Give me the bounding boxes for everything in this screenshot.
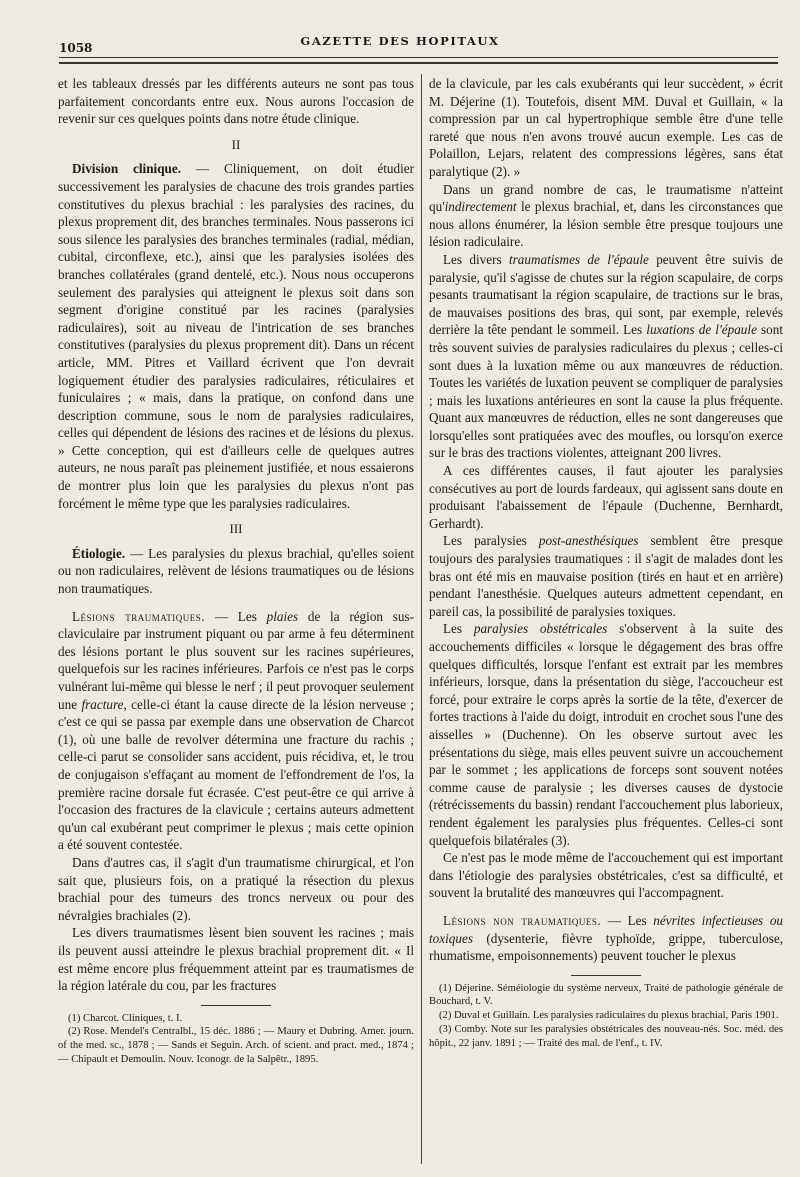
paragraph: Dans d'autres cas, il s'agit d'un traumatisme chirurgical, et l'on sait que, plusieurs fois, on a pratiqué la résection du plexus brachial pour des tumeurs des troncs nerveux ou pour des névralgies brachiales (2).: [58, 854, 414, 923]
paragraph-heading: Lésions non traumatiques.: [443, 912, 602, 928]
paragraph: A ces différentes causes, il faut ajouter les paralysies consécutives au port de lourds fardeaux, qui agissent sans doute en produisant l'abaissement de l'épaule (Duchenne, Bernhardt, Gerhardt).: [429, 463, 783, 531]
paragraph: Lésions non traumatiques. — Les névrites infectieuses ou toxiques (dysenterie, fièvre typhoïde, grippe, tuberculose, rhumatisme, empoisonnements) peuvent toucher le plexus: [429, 912, 783, 964]
header-rule: [59, 57, 778, 58]
header-rule-double: [59, 62, 778, 64]
paragraph-heading: Division clinique.: [72, 161, 182, 177]
footnote: (2) Duval et Guillain. Les paralysies radiculaires du plexus brachial, Paris 1901.: [439, 1010, 779, 1022]
paragraph: Lésions traumatiques. — Les plaies de la région sus-claviculaire par instrument piquant ou par arme à feu déterminent des lésions portant le plus souvent sur les racines supérieures, quelquefois sur les racines inférieures. Parfois ce n'est pas le corps vulnérant lui-même qui blesse le nerf ; il peut provoquer seulement une fracture, celle-ci étant la cause directe de la lésion nerveuse ; c'est ce qui se passa par exemple dans une observation de Charcot (1), où une balle de revolver détermina une fracture du rachis ; celle-ci parut se consolider sans accident, puis récidiva, et, le trou de conjugaison s'effaçant au moment de l'effondrement de l'os, la première racine dorsale fut écrasée. C'est peut-être ce qui arrive à l'occasion des fractures de la clavicule ; certains auteurs admettent qu'un cal exubérant peut comprimer le plexus ; mais cette opinion a été souvent contestée.: [58, 608, 414, 853]
paragraph: et les tableaux dressés par les différents auteurs ne sont pas tous parfaitement concordants entre eux. Nous aurons l'occasion de revenir sur ces quelques points dans notre étude clinique.: [58, 76, 414, 127]
footnote: (1) Déjerine. Séméiologie du système nerveux, Traité de pathologie générale de Bouchard, t. V.: [429, 982, 783, 1008]
paragraph-heading: Étiologie.: [72, 545, 126, 561]
paragraph: de la clavicule, par les cals exubérants qui leur succèdent, » écrit M. Déjerine (1). Toutefois, disent MM. Duval et Guillain, « la compression par un cal hypertrophique semble être d'une telle rareté que nous n'en avons trouvé aucun exemple. Les cas de Polaillon, Lejars, relatent des compressions légères, sans état paralytique (2). »: [429, 76, 783, 179]
paragraph: Les paralysies obstétricales s'observent à la suite des accouchements difficiles « lorsque le dégagement des bras offre quelques difficultés, lorsque l'enfant est extrait par les membres inférieurs, lorsque, dans la présentation du siège, l'accoucheur est forcé, pour extraire le corps après la sortie de la tête, d'exercer de fortes tractions à l'aide du doigt, introduit en crochet sous l'une des aisselles » (Duchenne). On les observe surtout avec les présentations du siège, mais elles peuvent suivre un accouchement par le sommet ; les applications de forceps sont souvent notées comme cause de paralysie ; les diverses causes de dystocie (rétrécissements du bassin) rendant l'accouchement plus laborieux, rendent également les paralysies plus fréquentes. Celles-ci sont quelquefois bilatérales (3).: [429, 621, 783, 848]
footnote: (1) Charcot. Cliniques, t. I.: [68, 1012, 183, 1024]
section-number: III: [229, 521, 243, 537]
paragraph: Étiologie. — Les paralysies du plexus brachial, qu'elles soient ou non radiculaires, relèvent de lésions traumatiques ou de lésions non traumatiques.: [58, 545, 414, 597]
left-column: [58, 75, 414, 1155]
paragraph: Les divers traumatismes lèsent bien souvent les racines ; mais ils peuvent aussi atteindre le plexus brachial proprement dit. « Il est même encore plus fréquemment atteint par es traumatismes de la région latérale du cou, par les fractures: [58, 925, 414, 994]
column-divider: [421, 74, 422, 1164]
paragraph: Les divers traumatismes de l'épaule peuvent être suivis de paralysie, qu'il s'agisse de chutes sur la région scapulaire, de corps pesants traumatisant la région scapulaire, de tractions sur le bras, de mauvaises positions des bras, qui sont, par exemple, relevés derrière la tête pendant le sommeil. Les luxations de l'épaule sont très souvent suivies de paralysies radiculaires du plexus ; celles-ci sont dues à la luxation même ou aux manœuvres de réduction. Toutes les variétés de luxation peuvent se compliquer de paralysies ; mais les luxations antérieures en sont la cause la plus fréquente. Quant aux manœuvres de réduction, elles ne sont dangereuses que lorsqu'elles sont pratiquées avec des moufles, ou lorsqu'on exerce sur le bras des tractions violentes, atteignant 200 livres.: [429, 251, 783, 461]
paragraph-heading: Lésions traumatiques.: [72, 608, 206, 624]
footnote: (3) Comby. Note sur les paralysies obstétricales des nouveau-nés. Soc. méd. des hôpit., 22 janv. 1891 ; — Traité des mal. de l'enf., t. IV.: [429, 1024, 783, 1049]
running-title: GAZETTE DES HOPITAUX: [300, 34, 500, 48]
right-column: [429, 75, 783, 1155]
footnote-rule: [571, 975, 641, 976]
footnotes: [429, 982, 783, 1051]
paragraph: Les paralysies post-anesthésiques semblent être presque toujours des paralysies traumatiques : il s'agit de malades dont les bras ont été mis en mauvaise position (tirés en haut et en arrière) pendant l'anesthésie. Quelques auteurs admettent cependant, en pareil cas, la possibilité de paralysies toxiques.: [429, 533, 783, 619]
footnote: (2) Rose. Mendel's Centralbl., 15 déc. 1886 ; — Maury et Dubring. Amer. journ. of the med. sc., 1878 ; — Sands et Seguin. Arch. of scient. and pract. med., 1874 ; — Chipault et Demoulin. Nouv. Iconogr. de la Salpêtr., 1895.: [58, 1026, 414, 1066]
paragraph: Dans un grand nombre de cas, le traumatisme n'atteint qu'indirectement le plexus brachial, et, dans les circonstances que nous allons énumérer, la lésion semble être presque toujours une lésion radiculaire.: [429, 181, 783, 250]
footnotes: [58, 1012, 414, 1067]
paragraph: Ce n'est pas le mode même de l'accouchement qui est important dans l'étiologie des paralysies obstétricales, c'est sa difficulté, et souvent la brutalité des manœuvres qui l'accompagnent.: [429, 850, 783, 901]
footnote-rule: [201, 1005, 271, 1006]
page-number: 1058: [59, 41, 93, 55]
section-number: II: [231, 136, 241, 152]
paragraph: Division clinique. — Cliniquement, on doit étudier successivement les paralysies de chacune des trois grandes parties constitutives du plexus brachial : les paralysies des racines, du plexus proprement dit, des branches terminales. Nous passerons ici sous silence les paralysies des branches terminales (radial, médian, cubital, circonflexe, etc.), ainsi que les paralysies isolées des branches collatérales (grand dentelé, etc.). Nous nous occuperons seulement des paralysies qui atteignent le plexus soit dans son segment d'origine constitué par les racines (paralysies radiculaires), soit au niveau de l'intrication de ses branches constitutives (paralysies du plexus proprement dit). Dans un récent article, MM. Pitres et Vaillard écrivent que l'on devrait logiquement étudier des paralysies radiculaires, réticulaires et funiculaires ; « mais, dans la pratique, on confond dans une description commune, sous le nom de paralysies radiculaires, celles qui dépendent de lésions des racines et de lésions du plexus. » Cette conception, qui est d'ailleurs celle de quelques autres auteurs, ne nous paraît pas pleinement justifiée, et nous essaierons de montrer plus loin que les paralysies du plexus n'ont pas forcément le même type que les paralysies radiculaires.: [58, 161, 414, 511]
